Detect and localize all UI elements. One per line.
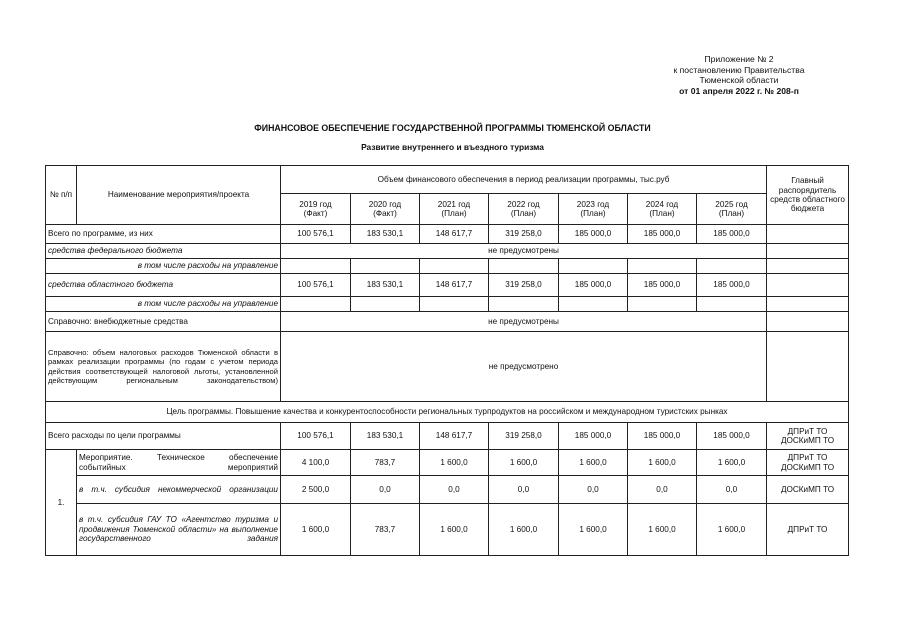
value-cell: 1 600,0 bbox=[420, 450, 489, 476]
document-subtitle: Развитие внутреннего и въездного туризма bbox=[361, 142, 544, 152]
manager-cell bbox=[767, 225, 849, 244]
table-row bbox=[46, 274, 849, 297]
value-cell: 185 000,0 bbox=[697, 274, 767, 297]
row-label: в том числе расходы на управление bbox=[46, 297, 281, 312]
value-cell: 1 600,0 bbox=[559, 450, 628, 476]
value-cell: 183 530,1 bbox=[351, 423, 420, 450]
value-cell: 0,0 bbox=[420, 476, 489, 504]
value-cell: 0,0 bbox=[697, 476, 767, 504]
year-header: 2024 год (План) bbox=[628, 194, 697, 225]
value-cell: 100 576,1 bbox=[281, 274, 351, 297]
value-cell: 1 600,0 bbox=[489, 504, 559, 556]
year-header: 2020 год (Факт) bbox=[351, 194, 420, 225]
appendix-line: Приложение № 2 bbox=[704, 54, 774, 64]
value-cell: 185 000,0 bbox=[559, 274, 628, 297]
value-cell: 0,0 bbox=[351, 476, 420, 504]
header-num: № п/п bbox=[46, 166, 77, 225]
row-label: в том числе расходы на управление bbox=[46, 259, 281, 274]
value-cell: 1 600,0 bbox=[489, 450, 559, 476]
year-header: 2023 год (План) bbox=[559, 194, 628, 225]
value-cell: 319 258,0 bbox=[489, 423, 559, 450]
table-row bbox=[46, 259, 849, 274]
table-row bbox=[46, 312, 849, 332]
manager-cell bbox=[767, 244, 849, 259]
note-cell: не предусмотрено bbox=[281, 332, 767, 402]
value-cell: 148 617,7 bbox=[420, 225, 489, 244]
value-cell: 0,0 bbox=[489, 476, 559, 504]
value-cell: 1 600,0 bbox=[628, 504, 697, 556]
document-title: ФИНАНСОВОЕ ОБЕСПЕЧЕНИЕ ГОСУДАРСТВЕННОЙ ПРОГРАММЫ ТЮМЕНСКОЙ ОБЛАСТИ bbox=[254, 123, 651, 133]
appendix-line: Тюменской области bbox=[699, 75, 779, 86]
header-volume: Объем финансового обеспечения в период реализации программы, тыс.руб bbox=[281, 166, 767, 194]
value-cell: 4 100,0 bbox=[281, 450, 351, 476]
header-name: Наименование мероприятия/проекта bbox=[77, 166, 281, 225]
value-cell: 185 000,0 bbox=[559, 225, 628, 244]
appendix-block bbox=[600, 54, 878, 96]
note-cell: не предусмотрены bbox=[281, 312, 767, 332]
value-cell: 1 600,0 bbox=[628, 450, 697, 476]
value-cell: 185 000,0 bbox=[697, 225, 767, 244]
value-cell: 185 000,0 bbox=[559, 423, 628, 450]
value-cell: 0,0 bbox=[628, 476, 697, 504]
value-cell: 319 258,0 bbox=[489, 225, 559, 244]
value-cell: 148 617,7 bbox=[420, 274, 489, 297]
year-header: 2021 год (План) bbox=[420, 194, 489, 225]
note-cell: не предусмотрены bbox=[281, 244, 767, 259]
value-cell: 185 000,0 bbox=[628, 423, 697, 450]
manager-cell: ДПРиТ ТО bbox=[767, 504, 849, 556]
table-row bbox=[46, 225, 849, 244]
table-row bbox=[46, 402, 849, 423]
item-number: 1. bbox=[46, 450, 77, 556]
value-cell: 185 000,0 bbox=[628, 274, 697, 297]
row-label: Справочно: внебюджетные средства bbox=[46, 312, 281, 332]
value-cell: 185 000,0 bbox=[628, 225, 697, 244]
manager-cell bbox=[767, 332, 849, 402]
row-label: средства областного бюджета bbox=[46, 274, 281, 297]
table-row bbox=[46, 423, 849, 450]
manager-cell: ДПРиТ ТО ДОСКиМП ТО bbox=[767, 423, 849, 450]
row-label: средства федерального бюджета bbox=[46, 244, 281, 259]
value-cell: 783,7 bbox=[351, 504, 420, 556]
manager-cell bbox=[767, 312, 849, 332]
header-manager: Главный распорядитель средств областного бюджета bbox=[767, 166, 849, 225]
table-row bbox=[46, 332, 849, 402]
table-row bbox=[46, 450, 849, 476]
value-cell: 100 576,1 bbox=[281, 423, 351, 450]
year-header: 2022 год (План) bbox=[489, 194, 559, 225]
financing-table bbox=[45, 165, 849, 556]
value-cell: 148 617,7 bbox=[420, 423, 489, 450]
row-label: Мероприятие. Техническое обеспечение событийных мероприятий bbox=[77, 450, 281, 476]
table-row bbox=[46, 244, 849, 259]
value-cell: 2 500,0 bbox=[281, 476, 351, 504]
row-label: Справочно: объем налоговых расходов Тюменской области в рамках реализации программы (по годам с учетом периода действия соответствующей налоговой льготы, установленной действующим региональным законодательством) bbox=[46, 332, 281, 402]
value-cell: 1 600,0 bbox=[281, 504, 351, 556]
manager-cell bbox=[767, 274, 849, 297]
value-cell: 183 530,1 bbox=[351, 274, 420, 297]
value-cell: 783,7 bbox=[351, 450, 420, 476]
row-label: Всего расходы по цели программы bbox=[46, 423, 281, 450]
value-cell: 319 258,0 bbox=[489, 274, 559, 297]
year-header: 2025 год (План) bbox=[697, 194, 767, 225]
manager-cell: ДОСКиМП ТО bbox=[767, 476, 849, 504]
table-row bbox=[46, 297, 849, 312]
value-cell: 1 600,0 bbox=[559, 504, 628, 556]
appendix-line: к постановлению Правительства bbox=[673, 64, 805, 75]
table-row bbox=[46, 476, 849, 504]
value-cell: 1 600,0 bbox=[420, 504, 489, 556]
table-row bbox=[46, 504, 849, 556]
value-cell: 1 600,0 bbox=[697, 450, 767, 476]
row-label: в т.ч. субсидия ГАУ ТО «Агентство туризма и продвижения Тюменской области» на выполнение государственного задания bbox=[77, 504, 281, 556]
appendix-date: от 01 апреля 2022 г. № 208-п bbox=[679, 85, 799, 96]
row-label: Всего по программе, из них bbox=[46, 225, 281, 244]
value-cell: 0,0 bbox=[559, 476, 628, 504]
value-cell: 183 530,1 bbox=[351, 225, 420, 244]
value-cell: 185 000,0 bbox=[697, 423, 767, 450]
value-cell: 100 576,1 bbox=[281, 225, 351, 244]
goal-heading: Цель программы. Повышение качества и конкурентоспособности региональных турпродуктов на российском и международном туристских рынках bbox=[46, 402, 849, 423]
value-cell: 1 600,0 bbox=[697, 504, 767, 556]
manager-cell: ДПРиТ ТО ДОСКиМП ТО bbox=[767, 450, 849, 476]
year-header: 2019 год (Факт) bbox=[281, 194, 351, 225]
row-label: в т.ч. субсидия некоммерческой организации bbox=[77, 476, 281, 504]
